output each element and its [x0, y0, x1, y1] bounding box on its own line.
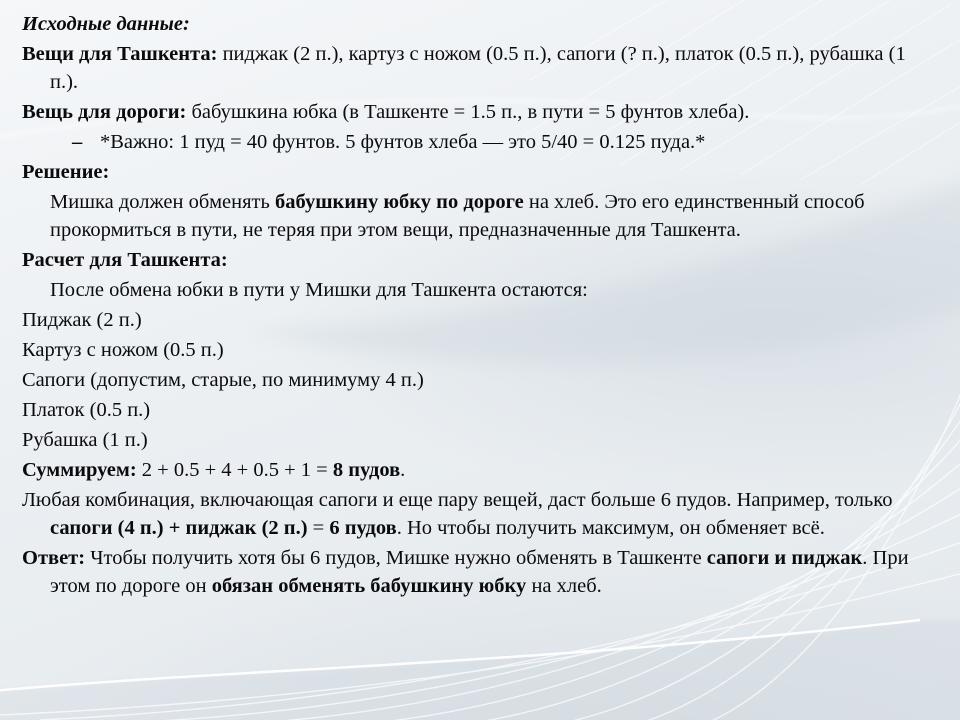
solution-text: Мишка должен обменять бабушкину юбку по дороге на хлеб. Это его единственный способ прокормиться в пути, не теряя при этом вещи, предназначенные для Ташкента. — [50, 191, 865, 241]
thing-for-road: Вещь для дороги: бабушкина юбка (в Ташкенте = 1.5 п., в пути = 5 фунтов хлеба). — [22, 101, 750, 123]
calculation-heading: Расчет для Ташкента: — [22, 249, 228, 271]
dash-bullet-icon: – — [72, 131, 83, 153]
important-note-text: *Важно: 1 пуд = 40 фунтов. 5 фунтов хлеба — это 5/40 = 0.125 пуда.* — [100, 131, 706, 153]
initial-data-heading: Исходные данные: — [22, 13, 190, 35]
sum-line: Суммируем: 2 + 0.5 + 4 + 0.5 + 1 = 8 пудов. — [22, 459, 406, 481]
important-note — [22, 128, 934, 156]
things-for-tashkent: Вещи для Ташкента: пиджак (2 п.), картуз с ножом (0.5 п.), сапоги (? п.), платок (0.5 п.), рубашка (1 п.). — [22, 43, 906, 93]
solution-heading: Решение: — [22, 161, 110, 183]
item-jacket: Пиджак (2 п.) — [22, 309, 142, 331]
item-cap-with-knife: Картуз с ножом (0.5 п.) — [22, 339, 224, 361]
calculation-intro: После обмена юбки в пути у Мишки для Ташкента остаются: — [50, 279, 588, 301]
answer: Ответ: Чтобы получить хотя бы 6 пудов, Мишке нужно обменять в Ташкенте сапоги и пиджак. При этом по дороге он обязан обменять бабушкину юбку на хлеб. — [22, 547, 909, 597]
item-shirt: Рубашка (1 п.) — [22, 429, 148, 451]
item-scarf: Платок (0.5 п.) — [22, 399, 151, 421]
item-boots: Сапоги (допустим, старые, по минимуму 4 п.) — [22, 369, 424, 391]
combination-note: Любая комбинация, включающая сапоги и еще пару вещей, даст больше 6 пудов. Например, только сапоги (4 п.) + пиджак (2 п.) = 6 пудов. Но чтобы получить максимум, он обменяет всё. — [22, 489, 893, 539]
